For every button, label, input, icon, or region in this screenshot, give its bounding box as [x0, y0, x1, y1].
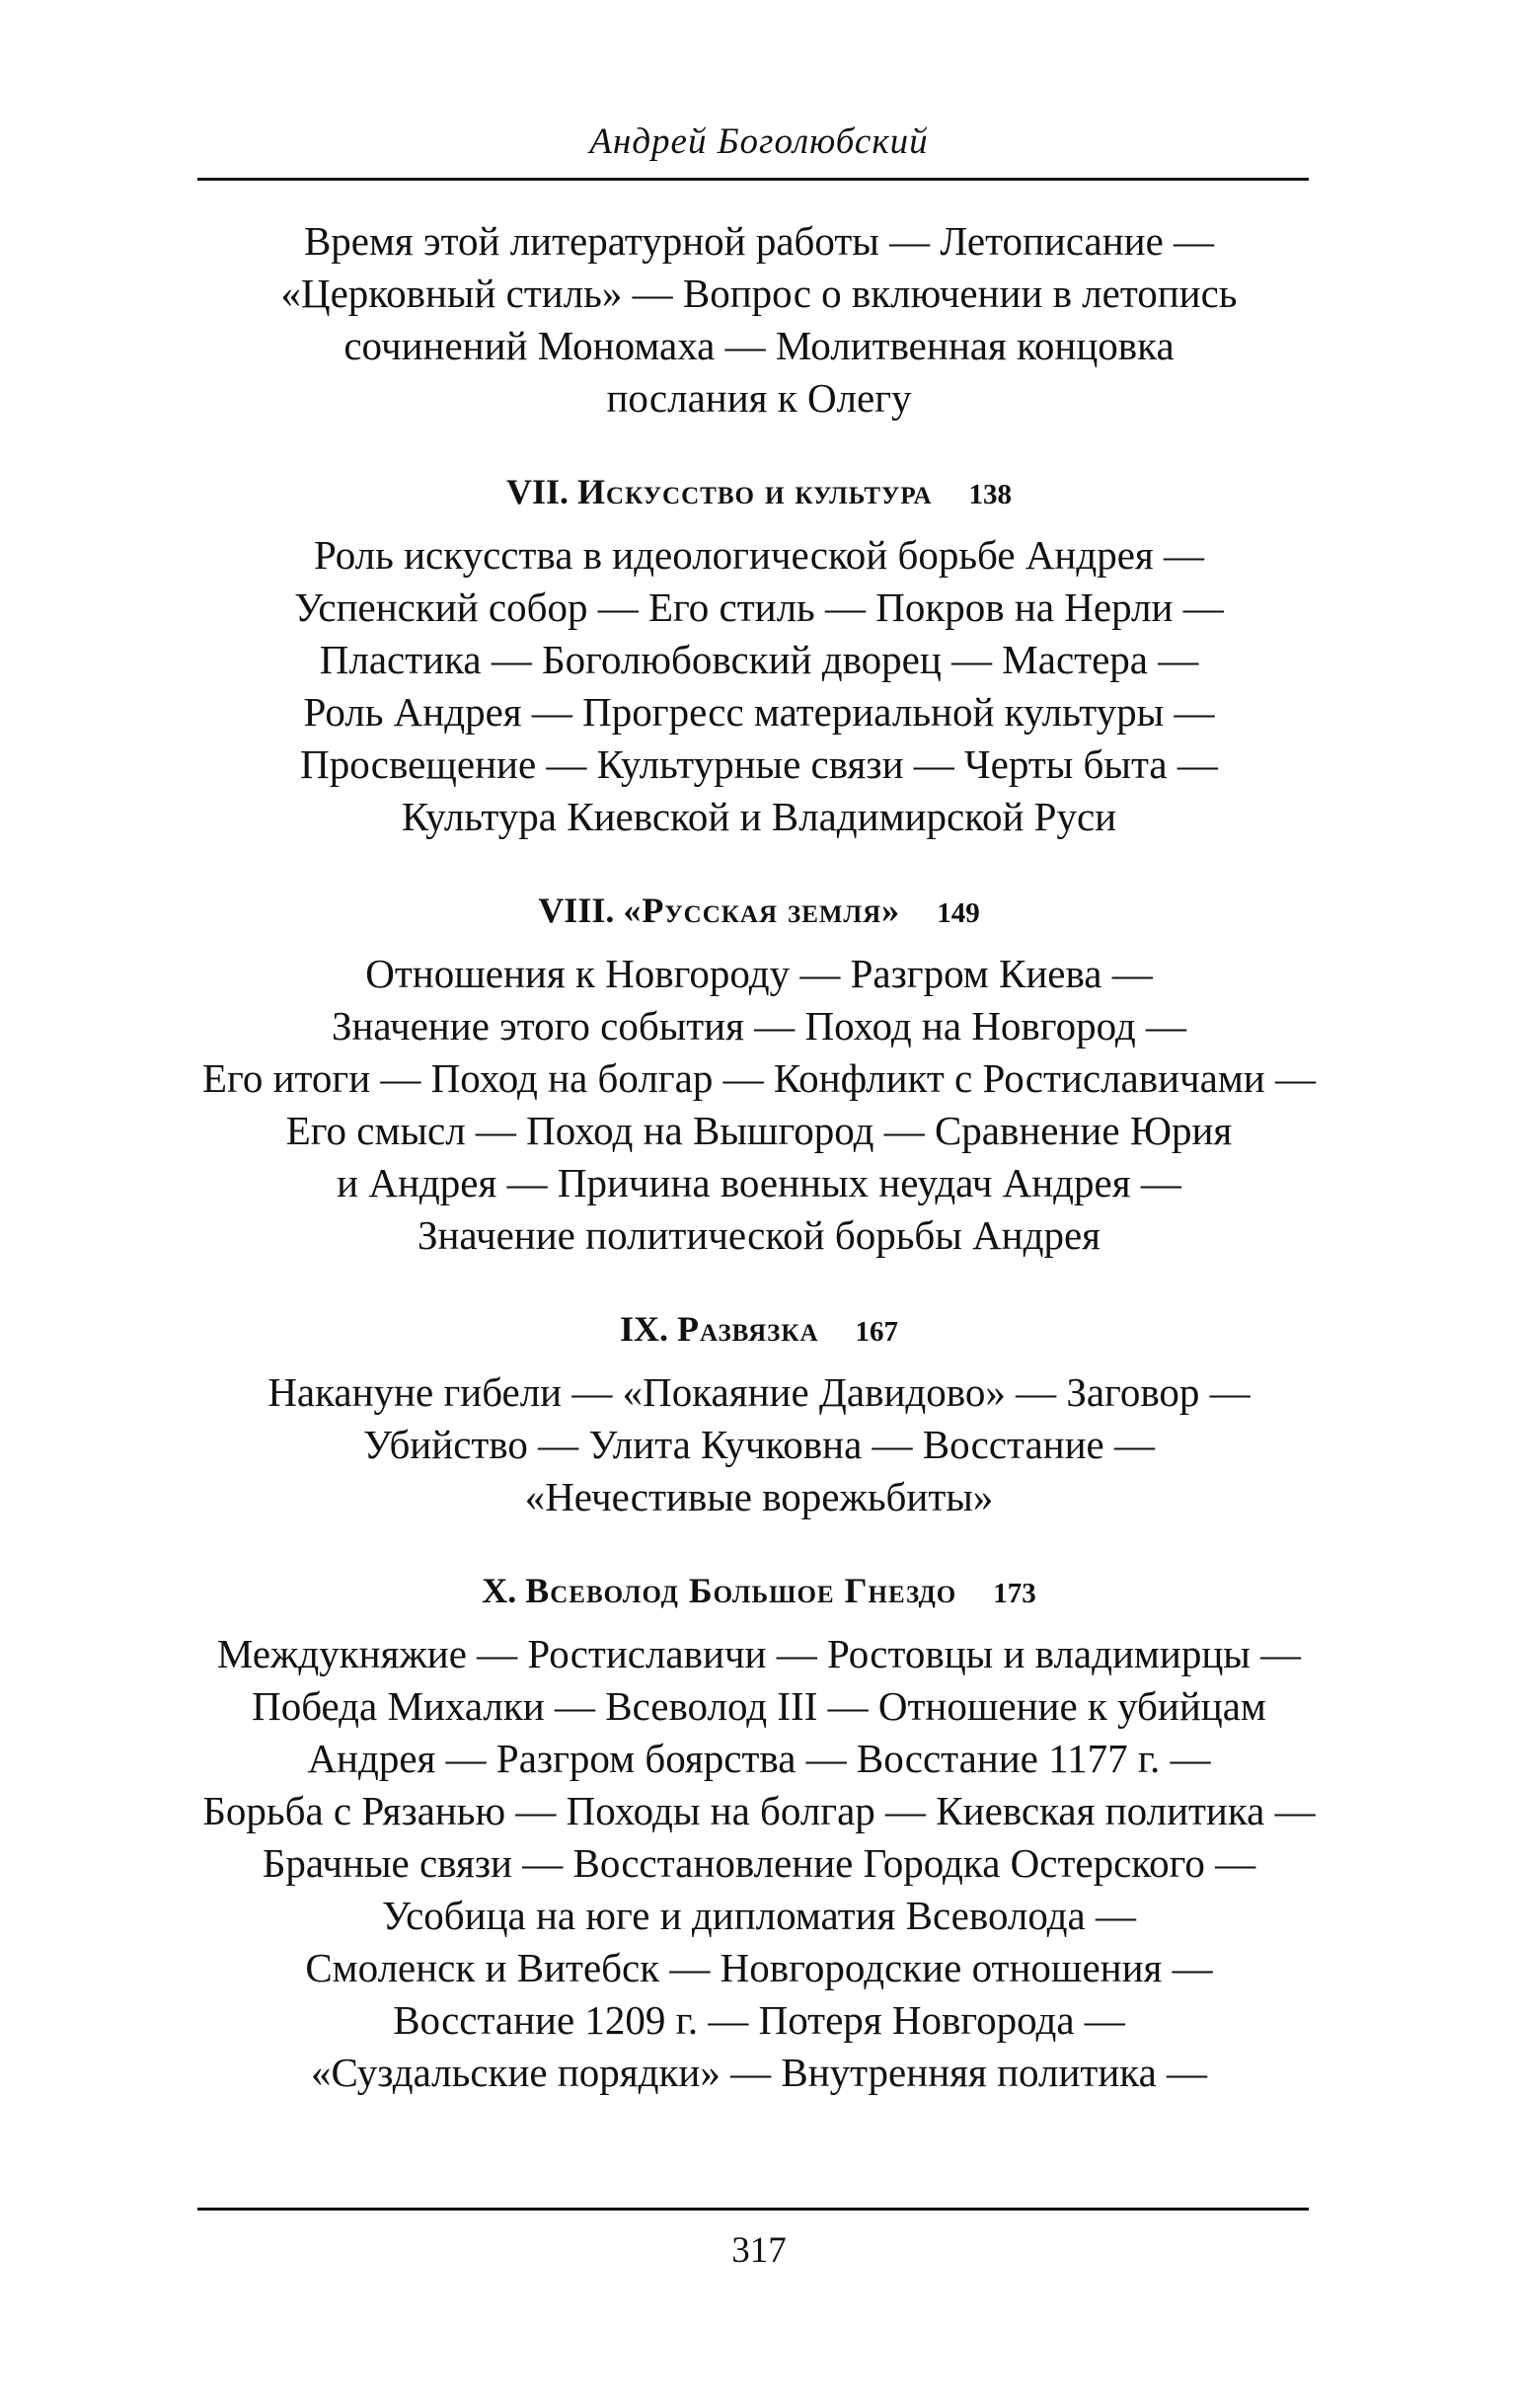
running-head: Андрей Боголюбский [589, 121, 929, 162]
text-line: Андрея — Разгром боярства — Восстание 1177 г. — [307, 1736, 1211, 1781]
chapter-heading-x [99, 1565, 1419, 1620]
text-line: Восстание 1209 г. — Потеря Новгорода — [393, 1997, 1125, 2043]
text-line: Его смысл — Поход на Вышгород — Сравнение Юрия [285, 1108, 1233, 1153]
chapter-title: Развязка [677, 1309, 819, 1349]
text-line: Успенский собор — Его стиль — Покров на Нерли — [294, 584, 1224, 630]
intro-paragraph [99, 215, 1419, 425]
chapter-summary [99, 1628, 1419, 2099]
text-line: Накануне гибели — «Покаяние Давидово» — Заговор — [267, 1369, 1251, 1415]
chapter-heading-vii [99, 466, 1419, 521]
chapter-number: VIII. [538, 891, 615, 930]
chapter-title: Всеволод Большое Гнездо [525, 1571, 957, 1610]
text-line: Брачные связи — Восстановление Городка Остерского — [262, 1840, 1256, 1886]
text-line: «Церковный стиль» — Вопрос о включении в летопись [280, 271, 1238, 316]
text-line: Междукняжие — Ростиславичи — Ростовцы и владимирцы — [216, 1631, 1302, 1676]
chapter-page: 173 [993, 1578, 1036, 1609]
chapter-heading-viii [99, 885, 1419, 940]
toc-content [99, 215, 1419, 2099]
text-line: сочинений Мономаха — Молитвенная концовка [343, 323, 1175, 368]
text-line: Борьба с Рязанью — Походы на болгар — Киевская политика — [202, 1788, 1316, 1833]
chapter-title: «Русская земля» [623, 891, 901, 930]
text-line: Роль Андрея — Прогресс материальной культуры — [303, 689, 1215, 735]
chapter-page: 149 [937, 897, 980, 929]
chapter-page: 167 [855, 1316, 898, 1348]
text-line: Время этой литературной работы — Летописание — [303, 218, 1215, 264]
chapter-number: X. [482, 1571, 517, 1610]
page-number: 317 [731, 2230, 787, 2271]
text-line: Просвещение — Культурные связи — Черты быта — [300, 741, 1218, 787]
text-line: Культура Киевской и Владимирской Руси [401, 794, 1117, 839]
text-line: «Нечестивые ворежьбиты» [524, 1474, 994, 1519]
text-line: Смоленск и Витебск — Новгородские отношения — [305, 1945, 1213, 1990]
chapter-summary [99, 948, 1419, 1262]
chapter-heading-ix [99, 1303, 1419, 1359]
text-line: Роль искусства в идеологической борьбе Андрея — [313, 532, 1205, 578]
footer-rule [197, 2208, 1309, 2211]
chapter-summary [99, 1366, 1419, 1523]
text-line: Отношения к Новгороду — Разгром Киева — [365, 951, 1153, 996]
text-line: Значение политической борьбы Андрея [417, 1212, 1101, 1258]
chapter-title: Искусство и культура [577, 472, 933, 511]
header-rule [197, 178, 1309, 181]
text-line: Его итоги — Поход на болгар — Конфликт с Ростиславичами — [202, 1055, 1316, 1101]
text-line: Пластика — Боголюбовский дворец — Мастера — [319, 637, 1199, 682]
text-line: послания к Олегу [606, 375, 912, 421]
chapter-number: VII. [505, 472, 569, 511]
text-line: Убийство — Улита Кучковна — Восстание — [363, 1422, 1155, 1467]
text-line: Победа Михалки — Всеволод III — Отношение к убийцам [252, 1683, 1266, 1729]
chapter-page: 138 [968, 479, 1012, 510]
text-line: Усобица на юге и дипломатия Всеволода — [382, 1893, 1136, 1938]
chapter-summary [99, 529, 1419, 843]
text-line: Значение этого события — Поход на Новгород — [331, 1003, 1187, 1049]
text-line: «Суздальские порядки» — Внутренняя политика — [310, 2050, 1208, 2095]
chapter-number: IX. [620, 1309, 669, 1349]
text-line: и Андрея — Причина военных неудач Андрея — [337, 1160, 1181, 1205]
